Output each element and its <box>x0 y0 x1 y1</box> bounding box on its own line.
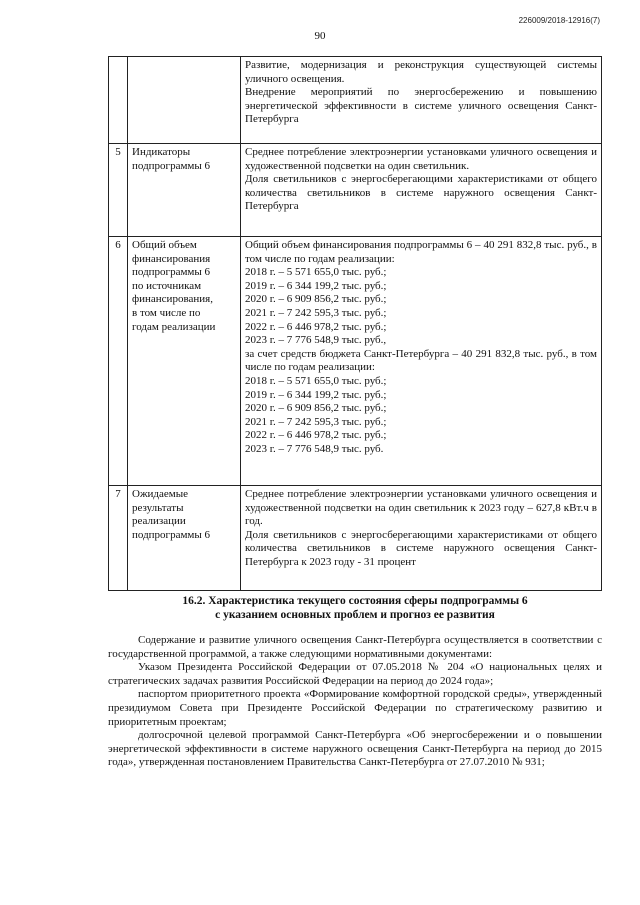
row-content-line: Общий объем финансирования подпрограммы 6 – 40 291 832,8 тыс. руб., в том числе по годам реализации: <box>245 239 597 265</box>
row-name-line: финансирования <box>132 252 211 265</box>
row-number: 7 <box>109 486 128 591</box>
row-content-line: Среднее потребление электроэнергии установками уличного освещения и художественной подсветки на один светильник к 2023 году – 627,8 кВт.ч в год. <box>245 488 597 528</box>
body-paragraph: долгосрочной целевой программой Санкт-Петербурга «Об энергосбережении и о повышении энергетической эффективности в системе наружного освещения Санкт-Петербурга на период до 2015 года», утвержденная постановлением Правительства Санкт-Петербурга от 27.07.2010 № 931; <box>108 729 602 769</box>
row-name <box>128 57 241 144</box>
row-content-line: за счет средств бюджета Санкт-Петербурга – 40 291 832,8 тыс. руб., в том числе по годам реализации: <box>245 347 597 374</box>
row-content-line: 2019 г. – 6 344 199,2 тыс. руб.; <box>245 388 387 401</box>
row-content-line: Среднее потребление электроэнергии установками уличного освещения и художественной подсветки на один светильник. <box>245 146 597 172</box>
row-content-line: 2021 г. – 7 242 595,3 тыс. руб.; <box>245 306 387 319</box>
table-row <box>109 57 602 144</box>
row-content <box>241 237 602 486</box>
row-content <box>241 486 602 591</box>
row-name-line: по источникам <box>132 279 202 292</box>
table-row <box>109 486 602 591</box>
row-name <box>128 144 241 237</box>
row-content-line: Развитие, модернизация и реконструкция существующей системы уличного освещения. <box>245 59 597 85</box>
row-content-line: 2018 г. – 5 571 655,0 тыс. руб.; <box>245 374 387 387</box>
section-16-2 <box>108 594 602 770</box>
table-row <box>109 237 602 486</box>
row-name-line: подпрограммы 6 <box>132 159 211 172</box>
row-content-line: 2022 г. – 6 446 978,2 тыс. руб.; <box>245 429 387 442</box>
page-number: 90 <box>314 30 326 42</box>
row-content-line: 2021 г. – 7 242 595,3 тыс. руб.; <box>245 415 387 428</box>
row-name-line: подпрограммы 6 <box>132 528 211 541</box>
row-name-line: реализации <box>132 515 186 528</box>
row-content-line: 2020 г. – 6 909 856,2 тыс. руб.; <box>245 402 387 415</box>
row-number <box>109 57 128 144</box>
section-body <box>108 634 602 770</box>
row-content-line: 2018 г. – 5 571 655,0 тыс. руб.; <box>245 266 387 279</box>
row-content-line: 2023 г. – 7 776 548,9 тыс. руб., <box>245 334 387 347</box>
table-row <box>109 144 602 237</box>
row-content-line: Доля светильников с энергосберегающими характеристиками от общего количества светильников в системе наружного освещения Санкт-Петербурга <box>245 173 597 213</box>
row-name-line: результаты <box>132 501 184 514</box>
row-content-line: 2019 г. – 6 344 199,2 тыс. руб.; <box>245 279 387 292</box>
section-title <box>108 594 602 622</box>
section-title-line-1: 16.2. Характеристика текущего состояния сферы подпрограммы 6 <box>182 595 528 607</box>
row-name <box>128 486 241 591</box>
row-content-line: 2023 г. – 7 776 548,9 тыс. руб. <box>245 442 384 455</box>
row-name-line: Ожидаемые <box>132 488 189 500</box>
row-content <box>241 144 602 237</box>
row-number: 5 <box>109 144 128 237</box>
row-name-line: годам реализации <box>132 320 216 333</box>
row-name-line: в том числе по <box>132 306 201 319</box>
row-content-line: 2022 г. – 6 446 978,2 тыс. руб.; <box>245 320 387 333</box>
body-paragraph: Указом Президента Российской Федерации от 07.05.2018 № 204 «О национальных целях и стратегических задачах развития Российской Федерации на период до 2024 года»; <box>108 661 602 687</box>
row-name-line: Общий объем <box>132 239 197 251</box>
subprogram-passport-table <box>108 56 602 591</box>
row-content <box>241 57 602 144</box>
row-number: 6 <box>109 237 128 486</box>
row-name <box>128 237 241 486</box>
row-content-line: Доля светильников с энергосберегающими характеристиками от общего количества светильников в системе наружного освещения Санкт-Петербурга к 2023 году - 31 процент <box>245 528 597 568</box>
section-title-line-2: с указанием основных проблем и прогноз ее развития <box>215 609 495 621</box>
document-id: 226009/2018-12916(7) <box>518 16 600 25</box>
body-paragraph: паспортом приоритетного проекта «Формирование комфортной городской среды», утвержденный президиумом Совета при Президенте Российской Федерации по стратегическому развитию и приоритетным проектам; <box>108 688 602 728</box>
body-paragraph: Содержание и развитие уличного освещения Санкт-Петербурга осуществляется в соответствии с государственной программой, а также следующими нормативными документами: <box>108 634 602 660</box>
row-name-line: Индикаторы <box>132 146 191 158</box>
row-content-line: Внедрение мероприятий по энергосбережению и повышению энергетической эффективности в системе уличного освещения Санкт-Петербурга <box>245 86 597 126</box>
row-name-line: финансирования, <box>132 293 213 306</box>
row-name-line: подпрограммы 6 <box>132 266 211 279</box>
row-content-line: 2020 г. – 6 909 856,2 тыс. руб.; <box>245 293 387 306</box>
